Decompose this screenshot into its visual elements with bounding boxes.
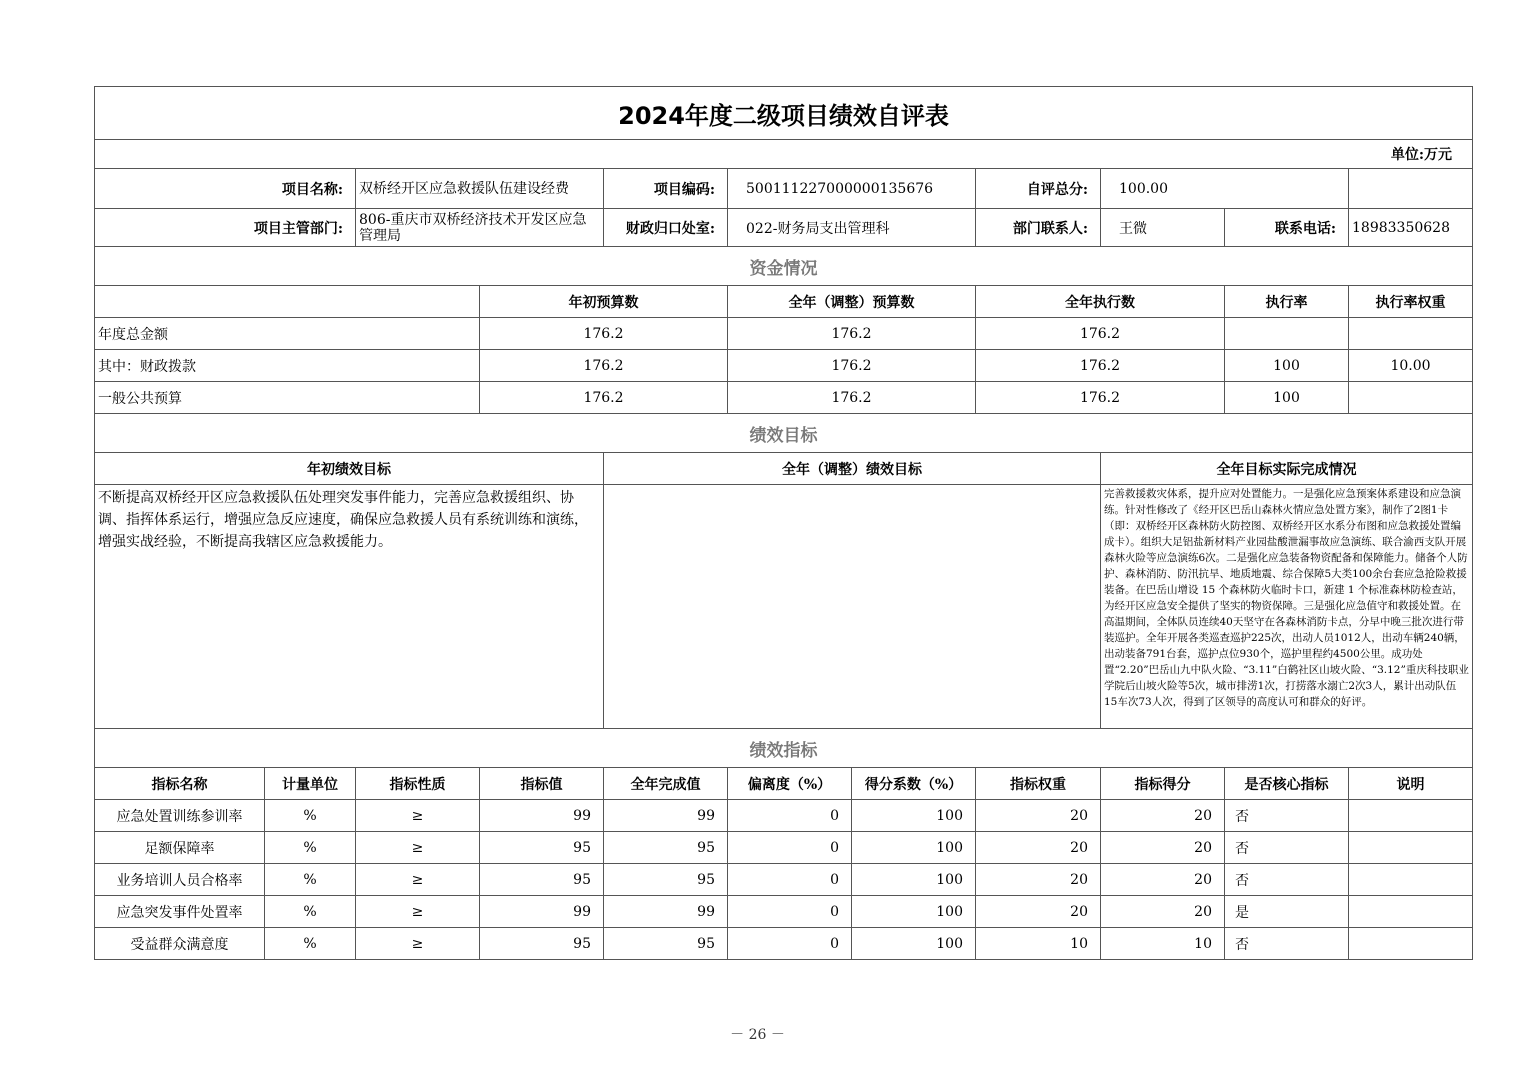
ind-actual: 95 (604, 864, 728, 896)
initial-goal-text: 不断提高双桥经开区应急救援队伍处理突发事件能力，完善应急救援组织、协调、指挥体系运行，增强应急反应速度，确保应急救援人员有系统训练和演练，增强实战经验，不断提高我辖区应急救援能力。 (95, 485, 604, 729)
ind-note (1349, 800, 1473, 832)
phone-label: 联系电话: (1225, 209, 1349, 247)
project-name-value: 双桥经开区应急救援队伍建设经费 (356, 169, 604, 209)
ind-nature: ≥ (356, 928, 480, 960)
ind-actual: 95 (604, 928, 728, 960)
funds-row-rate (1225, 318, 1349, 350)
ind-header-actual: 全年完成值 (604, 768, 728, 800)
ind-score: 20 (1101, 832, 1225, 864)
ind-header-name: 指标名称 (95, 768, 265, 800)
ind-deviation: 0 (728, 896, 852, 928)
ind-score: 10 (1101, 928, 1225, 960)
funds-section-title: 资金情况 (95, 247, 1473, 286)
ind-weight: 20 (976, 896, 1101, 928)
ind-header-coef: 得分系数（%） (852, 768, 976, 800)
goals-section-title: 绩效目标 (95, 414, 1473, 453)
funds-row-weight (1349, 382, 1473, 414)
ind-nature: ≥ (356, 832, 480, 864)
ind-core: 否 (1225, 832, 1349, 864)
funds-row-adjusted: 176.2 (728, 318, 976, 350)
ind-target: 99 (480, 800, 604, 832)
funds-row (95, 318, 1473, 350)
ind-nature: ≥ (356, 864, 480, 896)
funds-row-rate: 100 (1225, 382, 1349, 414)
goals-header-actual: 全年目标实际完成情况 (1101, 453, 1473, 485)
funds-header-executed: 全年执行数 (976, 286, 1225, 318)
ind-weight: 10 (976, 928, 1101, 960)
ind-header-target: 指标值 (480, 768, 604, 800)
funds-row-name: 一般公共预算 (95, 382, 480, 414)
ind-coef: 100 (852, 928, 976, 960)
funds-header-blank (95, 286, 480, 318)
ind-coef: 100 (852, 800, 976, 832)
funds-row-weight: 10.00 (1349, 350, 1473, 382)
ind-note (1349, 832, 1473, 864)
ind-score: 20 (1101, 800, 1225, 832)
unit-label: 单位:万元 (95, 140, 1473, 169)
ind-name: 受益群众满意度 (95, 928, 265, 960)
ind-score: 20 (1101, 896, 1225, 928)
project-code-label: 项目编码: (604, 169, 728, 209)
ind-note (1349, 864, 1473, 896)
funds-header-initial: 年初预算数 (480, 286, 728, 318)
ind-deviation: 0 (728, 832, 852, 864)
funds-row-name: 其中：财政拨款 (95, 350, 480, 382)
empty-cell (1349, 169, 1473, 209)
ind-coef: 100 (852, 864, 976, 896)
funds-row-initial: 176.2 (480, 382, 728, 414)
ind-header-note: 说明 (1349, 768, 1473, 800)
finance-value: 022-财务局支出管理科 (728, 209, 976, 247)
contact-label: 部门联系人: (976, 209, 1101, 247)
ind-target: 95 (480, 832, 604, 864)
indicators-section-title: 绩效指标 (95, 729, 1473, 768)
adjusted-goal-text (604, 485, 1101, 729)
phone-value: 18983350628 (1349, 209, 1473, 247)
ind-name: 应急突发事件处置率 (95, 896, 265, 928)
ind-unit: % (265, 832, 356, 864)
funds-row-initial: 176.2 (480, 350, 728, 382)
ind-note (1349, 928, 1473, 960)
ind-nature: ≥ (356, 800, 480, 832)
ind-core: 否 (1225, 800, 1349, 832)
indicator-row (95, 800, 1473, 832)
ind-actual: 95 (604, 832, 728, 864)
ind-header-core: 是否核心指标 (1225, 768, 1349, 800)
ind-weight: 20 (976, 832, 1101, 864)
ind-unit: % (265, 800, 356, 832)
page-title: 2024年度二级项目绩效自评表 (95, 87, 1473, 140)
ind-target: 95 (480, 928, 604, 960)
ind-core: 否 (1225, 864, 1349, 896)
ind-unit: % (265, 896, 356, 928)
funds-row (95, 350, 1473, 382)
ind-actual: 99 (604, 896, 728, 928)
performance-table (94, 86, 1473, 960)
ind-header-score: 指标得分 (1101, 768, 1225, 800)
ind-name: 足额保障率 (95, 832, 265, 864)
ind-coef: 100 (852, 896, 976, 928)
ind-header-nature: 指标性质 (356, 768, 480, 800)
funds-row-executed: 176.2 (976, 382, 1225, 414)
ind-name: 业务培训人员合格率 (95, 864, 265, 896)
self-score-label: 自评总分: (976, 169, 1101, 209)
ind-header-unit: 计量单位 (265, 768, 356, 800)
ind-header-weight: 指标权重 (976, 768, 1101, 800)
ind-core: 否 (1225, 928, 1349, 960)
ind-unit: % (265, 928, 356, 960)
ind-weight: 20 (976, 800, 1101, 832)
funds-header-rate: 执行率 (1225, 286, 1349, 318)
dept-label: 项目主管部门: (95, 209, 356, 247)
project-name-label: 项目名称: (95, 169, 356, 209)
ind-weight: 20 (976, 864, 1101, 896)
indicator-row (95, 832, 1473, 864)
ind-coef: 100 (852, 832, 976, 864)
funds-row-rate: 100 (1225, 350, 1349, 382)
finance-label: 财政归口处室: (604, 209, 728, 247)
funds-row-weight (1349, 318, 1473, 350)
ind-core: 是 (1225, 896, 1349, 928)
self-score-value: 100.00 (1101, 169, 1349, 209)
ind-actual: 99 (604, 800, 728, 832)
indicator-row (95, 928, 1473, 960)
indicator-row (95, 896, 1473, 928)
funds-row-executed: 176.2 (976, 350, 1225, 382)
ind-target: 95 (480, 864, 604, 896)
indicator-row (95, 864, 1473, 896)
ind-name: 应急处置训练参训率 (95, 800, 265, 832)
ind-header-deviation: 偏离度（%） (728, 768, 852, 800)
ind-target: 99 (480, 896, 604, 928)
ind-deviation: 0 (728, 928, 852, 960)
ind-score: 20 (1101, 864, 1225, 896)
funds-row-adjusted: 176.2 (728, 350, 976, 382)
dept-value: 806-重庆市双桥经济技术开发区应急管理局 (356, 209, 604, 247)
project-code-value: 500111227000000135676 (728, 169, 976, 209)
ind-note (1349, 896, 1473, 928)
goals-header-adjusted: 全年（调整）绩效目标 (604, 453, 1101, 485)
ind-unit: % (265, 864, 356, 896)
funds-row-adjusted: 176.2 (728, 382, 976, 414)
page-number: － 26 － (730, 1027, 785, 1043)
funds-row-name: 年度总金额 (95, 318, 480, 350)
goals-header-initial: 年初绩效目标 (95, 453, 604, 485)
contact-value: 王微 (1101, 209, 1225, 247)
funds-row-executed: 176.2 (976, 318, 1225, 350)
funds-row (95, 382, 1473, 414)
ind-deviation: 0 (728, 800, 852, 832)
funds-header-adjusted: 全年（调整）预算数 (728, 286, 976, 318)
actual-completion-text: 完善救援救灾体系，提升应对处置能力。一是强化应急预案体系建设和应急演练。针对性修改了《经开区巴岳山森林火情应急处置方案》，制作了2图1卡（即：双桥经开区森林防火防控图、双桥经开区水系分布图和应急救援处置编成卡）。组织大足铝盐新材料产业园盐酸泄漏事故应急演练、联合渝西支队开展森林火险等应急演练6次。二是强化应急装备物资配备和保障能力。储备个人防护、森林消防、防汛抗旱、地质地震、综合保障5大类100余台套应急抢险救援装备。在巴岳山增设 15 个森林防火临时卡口，新建 1 个标准森林防检查站，为经开区应急安全提供了坚实的物资保障。三是强化应急值守和救援处置。在高温期间，全体队员连续40天坚守在各森林消防卡点，分早中晚三批次进行带装巡护。全年开展各类巡查巡护225次，出动人员1012人，出动车辆240辆，出动装备791台套，巡护点位930个，巡护里程约4500公里。成功处置“2.20”巴岳山九中队火险、“3.11”白鹤社区山坡火险、“3.12”重庆科技职业学院后山坡火险等5次，城市排涝1次，打捞落水溺亡2次3人，累计出动队伍15车次73人次，得到了区领导的高度认可和群众的好评。 (1101, 485, 1473, 729)
funds-header-weight: 执行率权重 (1349, 286, 1473, 318)
funds-row-initial: 176.2 (480, 318, 728, 350)
ind-deviation: 0 (728, 864, 852, 896)
ind-nature: ≥ (356, 896, 480, 928)
